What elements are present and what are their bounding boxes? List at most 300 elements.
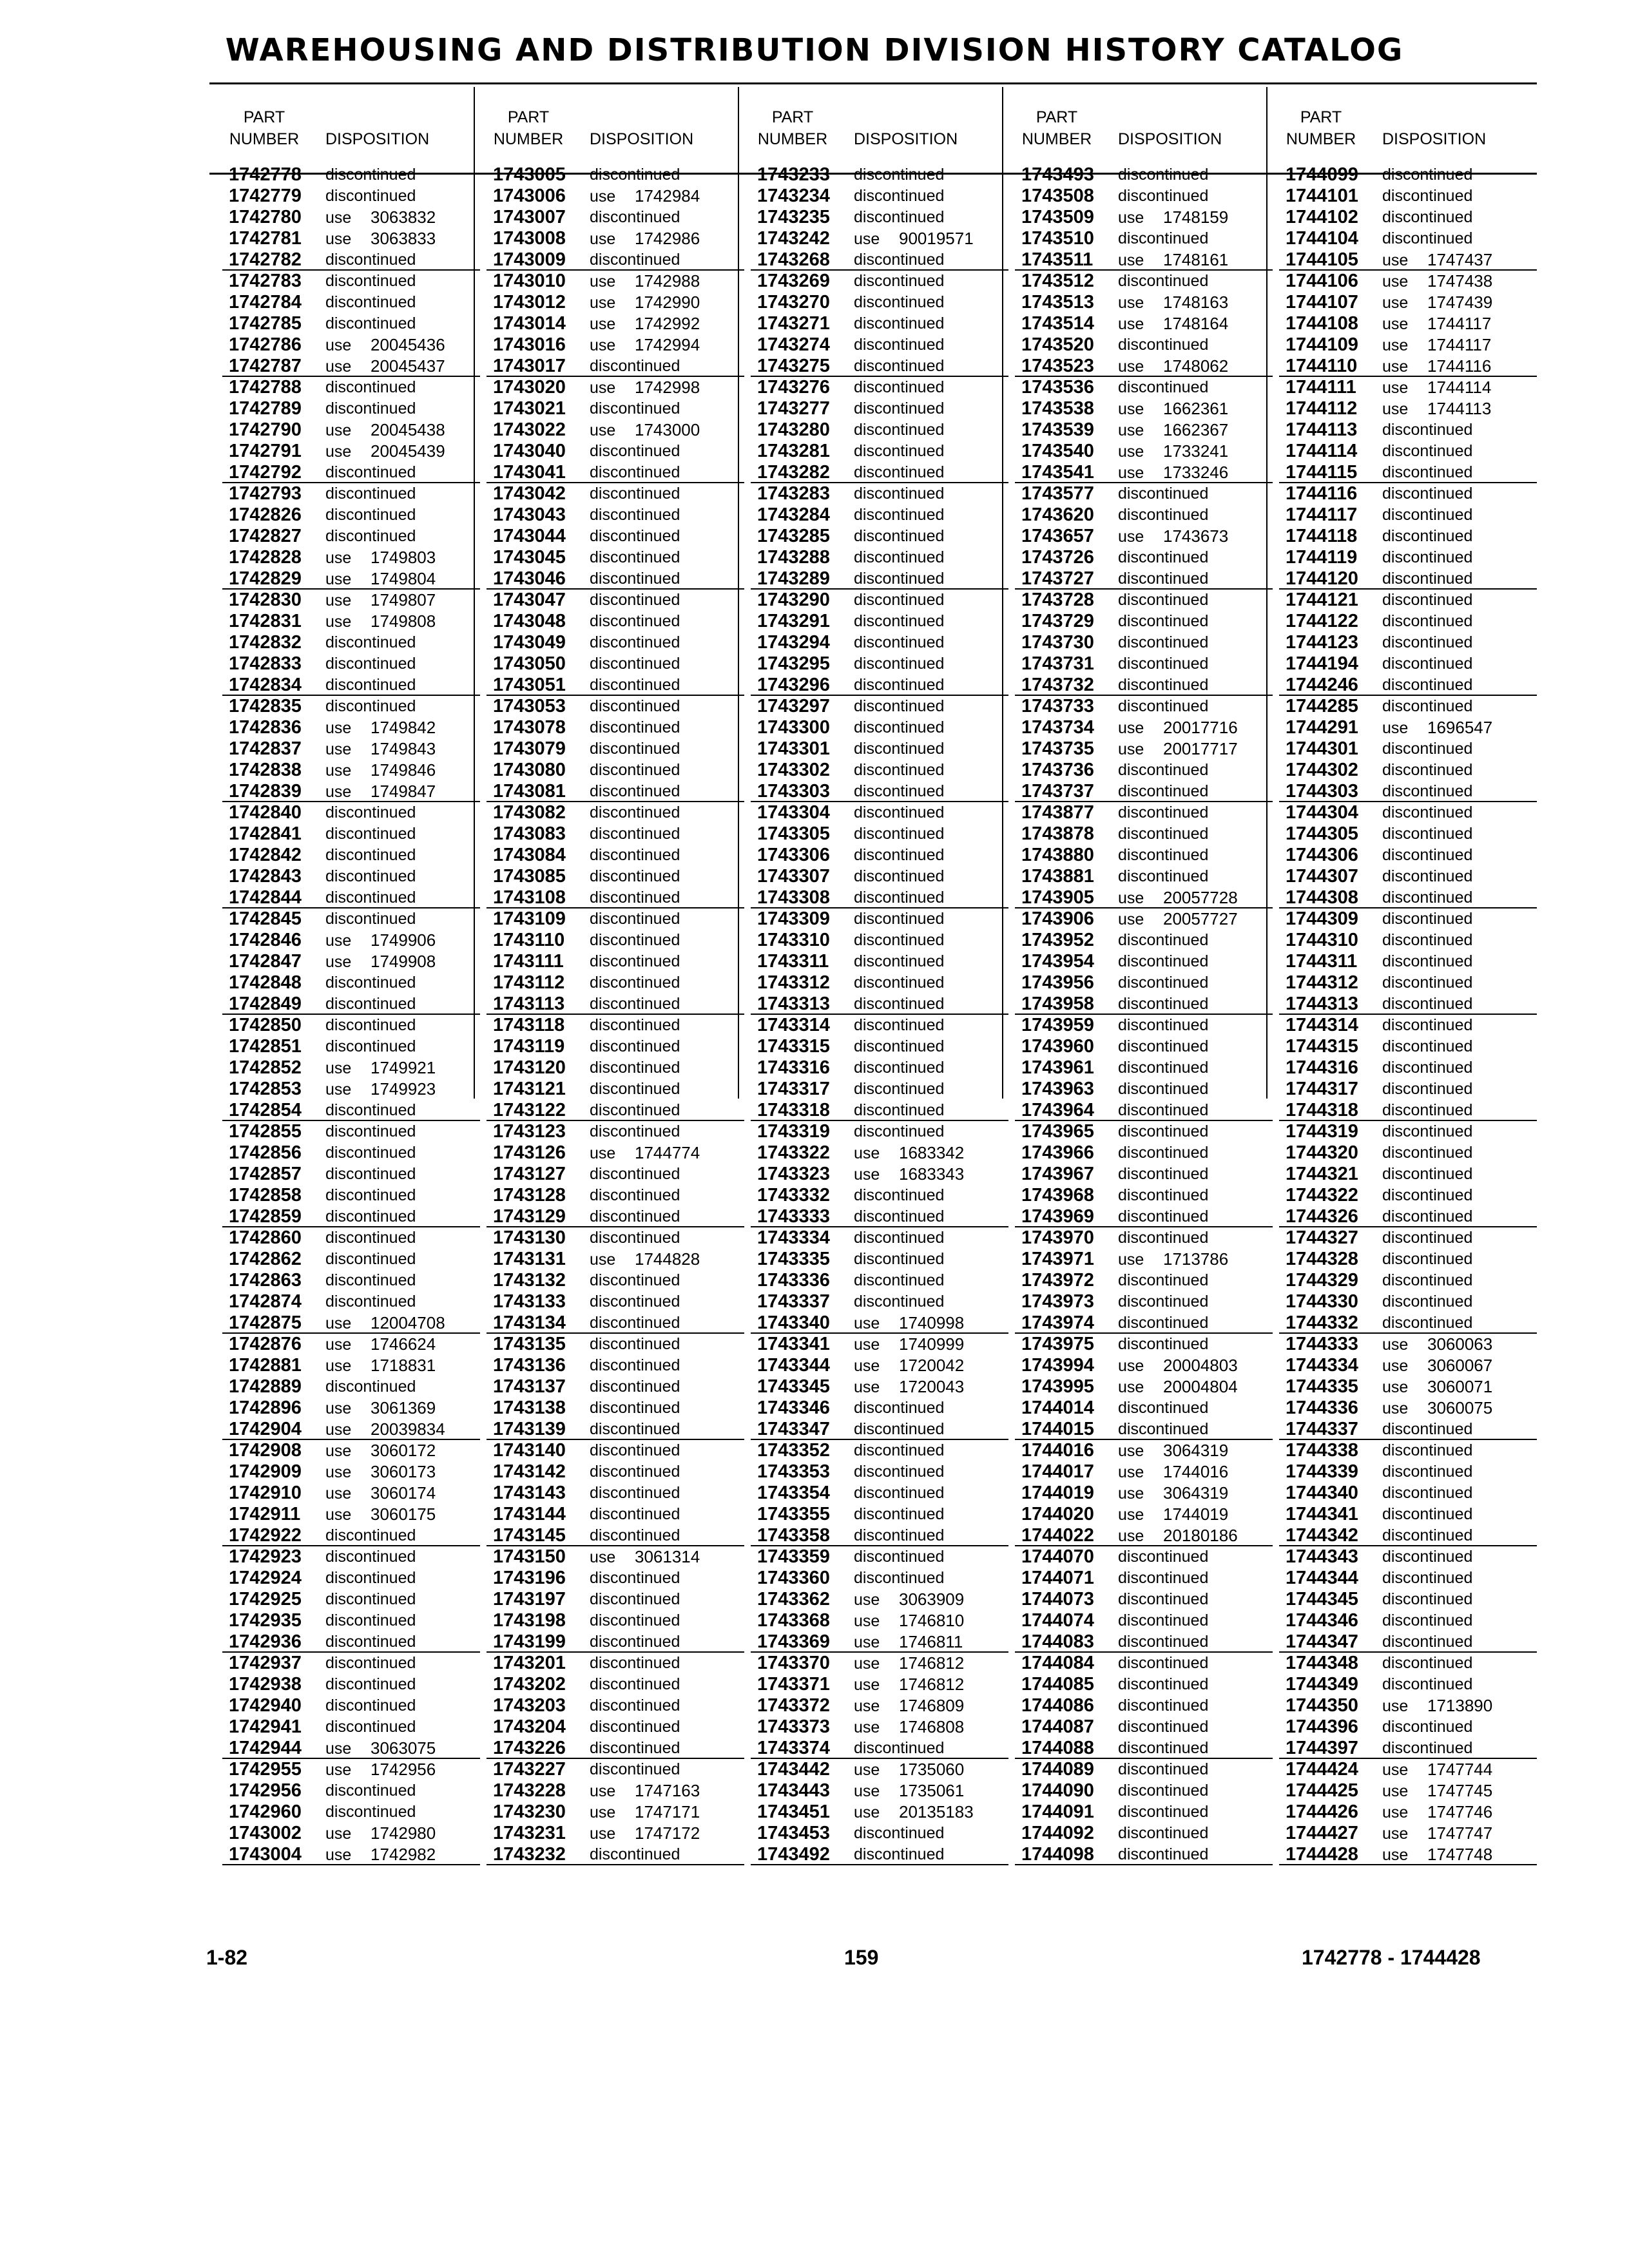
part-number: 1743880 <box>1021 845 1094 865</box>
part-number: 1744316 <box>1286 1057 1358 1078</box>
disposition: discontinued <box>325 506 416 524</box>
table-row <box>1015 398 1273 419</box>
table-row <box>751 802 1008 823</box>
footer-page-code: 1-82 <box>206 1946 248 1969</box>
part-number: 1744087 <box>1021 1716 1094 1737</box>
disposition: use 1749847 <box>325 782 436 801</box>
table-row <box>1279 1610 1537 1631</box>
table-row <box>487 1015 744 1036</box>
table-row <box>222 908 480 930</box>
disposition: discontinued <box>590 655 680 673</box>
table-row <box>1279 377 1537 398</box>
table-row <box>1279 1716 1537 1738</box>
disposition: use 1746624 <box>325 1334 436 1354</box>
table-row <box>751 356 1008 377</box>
disposition: discontinued <box>325 463 416 481</box>
disposition: discontinued <box>325 1611 416 1629</box>
part-number: 1743374 <box>757 1738 830 1758</box>
part-number: 1744105 <box>1286 249 1358 270</box>
part-number: 1743313 <box>757 994 830 1014</box>
part-number: 1743144 <box>493 1504 566 1524</box>
table-row <box>487 483 744 505</box>
part-number: 1743337 <box>757 1291 830 1312</box>
disposition: discontinued <box>1382 633 1473 651</box>
part-number: 1743311 <box>757 951 829 972</box>
disposition: discontinued <box>854 952 945 970</box>
disposition: discontinued <box>325 803 416 822</box>
part-number: 1742784 <box>229 292 302 312</box>
part-number: 1743734 <box>1021 717 1094 738</box>
disposition: discontinued <box>325 1016 416 1034</box>
part-number: 1742783 <box>229 271 302 291</box>
table-row <box>1279 802 1537 823</box>
part-number: 1742793 <box>229 483 302 504</box>
disposition: discontinued <box>1382 442 1473 460</box>
header-number-label: NUMBER <box>1021 130 1092 148</box>
table-row <box>1279 696 1537 717</box>
table-row <box>751 1270 1008 1291</box>
table-row <box>1015 207 1273 228</box>
part-number: 1742922 <box>229 1525 302 1546</box>
disposition: discontinued <box>1118 166 1209 184</box>
table-row <box>487 1312 744 1334</box>
table-row <box>751 271 1008 292</box>
table-row <box>1015 1079 1273 1100</box>
part-number: 1742787 <box>229 356 302 376</box>
table-row <box>751 547 1008 568</box>
part-number: 1743053 <box>493 696 566 716</box>
disposition: use 1744019 <box>1118 1504 1229 1524</box>
table-row <box>1279 1631 1537 1653</box>
disposition: discontinued <box>1118 1675 1209 1693</box>
disposition: discontinued <box>854 931 945 949</box>
table-row <box>1015 696 1273 717</box>
disposition: discontinued <box>854 782 945 800</box>
part-number: 1742841 <box>229 823 302 844</box>
disposition: discontinued <box>854 1059 945 1077</box>
disposition: discontinued <box>325 187 416 205</box>
table-row <box>487 207 744 228</box>
part-number: 1743233 <box>757 164 830 185</box>
part-number: 1743310 <box>757 930 830 950</box>
table-row <box>751 1142 1008 1164</box>
disposition: discontinued <box>590 1271 680 1289</box>
table-row <box>1279 505 1537 526</box>
disposition: discontinued <box>590 1122 680 1140</box>
disposition: use 1743000 <box>590 420 700 439</box>
table-row <box>1279 1653 1537 1674</box>
disposition: discontinued <box>1118 591 1209 609</box>
disposition: discontinued <box>590 463 680 481</box>
disposition: use 1746812 <box>854 1675 965 1694</box>
part-number: 1744083 <box>1021 1631 1094 1652</box>
disposition: discontinued <box>1382 166 1473 184</box>
part-number: 1744326 <box>1286 1206 1358 1227</box>
disposition: discontinued <box>854 1122 945 1140</box>
part-number: 1743958 <box>1021 994 1094 1014</box>
table-row <box>487 1780 744 1802</box>
part-number: 1743315 <box>757 1036 830 1057</box>
disposition: use 3061369 <box>325 1398 436 1418</box>
table-row <box>751 1844 1008 1865</box>
table-row <box>1015 1823 1273 1844</box>
table-row <box>1015 1610 1273 1631</box>
disposition: use 1749807 <box>325 590 436 610</box>
disposition: discontinued <box>1118 336 1209 354</box>
disposition: discontinued <box>1382 803 1473 822</box>
part-number: 1744319 <box>1286 1121 1358 1142</box>
table-row <box>1015 675 1273 696</box>
table-row <box>222 1780 480 1802</box>
part-number: 1743080 <box>493 760 566 780</box>
part-number: 1744071 <box>1021 1568 1094 1588</box>
part-number: 1744120 <box>1286 568 1358 589</box>
disposition: use 1746811 <box>854 1632 963 1651</box>
part-number: 1743307 <box>757 866 830 887</box>
part-number: 1743333 <box>757 1206 830 1227</box>
disposition: discontinued <box>325 846 416 864</box>
table-row <box>1279 1461 1537 1483</box>
disposition: use 1747746 <box>1382 1802 1493 1821</box>
table-row <box>751 1738 1008 1759</box>
disposition: use 3063832 <box>325 207 436 227</box>
table-row <box>222 1100 480 1121</box>
part-number: 1743735 <box>1021 738 1094 759</box>
table-row <box>1015 547 1273 568</box>
header-disposition-label: DISPOSITION <box>1118 130 1222 148</box>
disposition: discontinued <box>1382 570 1473 588</box>
table-row <box>1279 1568 1537 1589</box>
table-row <box>1015 1589 1273 1610</box>
disposition: discontinued <box>1118 1739 1209 1757</box>
part-number: 1742853 <box>229 1079 302 1099</box>
disposition: discontinued <box>1118 1144 1209 1162</box>
table-row <box>751 1759 1008 1780</box>
part-number: 1744113 <box>1286 419 1358 440</box>
part-number: 1742839 <box>229 781 302 802</box>
table-row <box>1015 781 1273 802</box>
disposition: discontinued <box>1382 463 1473 481</box>
part-number: 1744307 <box>1286 866 1358 887</box>
part-number: 1743959 <box>1021 1015 1094 1035</box>
part-number: 1743347 <box>757 1419 830 1439</box>
disposition: discontinued <box>325 1654 416 1672</box>
part-number: 1744302 <box>1286 760 1358 780</box>
disposition: discontinued <box>590 1335 680 1353</box>
disposition: discontinued <box>1118 1271 1209 1289</box>
disposition: discontinued <box>590 1399 680 1417</box>
table-row <box>1279 887 1537 908</box>
disposition: discontinued <box>590 1229 680 1247</box>
table-row <box>751 1440 1008 1461</box>
disposition: discontinued <box>325 1122 416 1140</box>
part-number: 1743127 <box>493 1164 566 1184</box>
part-number: 1743198 <box>493 1610 566 1631</box>
table-row <box>1015 1015 1273 1036</box>
disposition: use 1744116 <box>1382 356 1492 376</box>
part-number: 1742960 <box>229 1802 302 1822</box>
table-row <box>1279 738 1537 760</box>
table-row <box>1015 1483 1273 1504</box>
part-number: 1743120 <box>493 1057 566 1078</box>
table-row <box>1279 994 1537 1015</box>
part-number: 1743283 <box>757 483 830 504</box>
table-row <box>1015 441 1273 462</box>
disposition: discontinued <box>325 867 416 885</box>
part-number: 1743021 <box>493 398 566 419</box>
table-row <box>751 1164 1008 1185</box>
part-number: 1744246 <box>1286 675 1358 695</box>
table-row <box>1279 249 1537 271</box>
part-number: 1744334 <box>1286 1355 1358 1376</box>
disposition: use 1749804 <box>325 569 436 588</box>
part-number: 1743346 <box>757 1398 830 1418</box>
header-number-label: NUMBER <box>229 130 300 148</box>
disposition: discontinued <box>325 272 416 290</box>
table-row <box>222 1844 480 1865</box>
table-row <box>222 696 480 717</box>
disposition: discontinued <box>590 740 680 758</box>
disposition: discontinued <box>590 931 680 949</box>
table-row <box>1279 675 1537 696</box>
table-row <box>487 1610 744 1631</box>
disposition: use 1744114 <box>1382 378 1492 397</box>
table-row <box>1015 1355 1273 1376</box>
part-number: 1744121 <box>1286 590 1358 610</box>
part-number: 1742896 <box>229 1398 302 1418</box>
title-rule <box>209 82 1537 84</box>
part-number: 1744017 <box>1021 1461 1094 1482</box>
part-number: 1743354 <box>757 1483 830 1503</box>
table-row <box>487 526 744 547</box>
table-row <box>1279 1759 1537 1780</box>
disposition: discontinued <box>854 740 945 758</box>
table-row <box>751 1036 1008 1057</box>
table-row <box>222 526 480 547</box>
disposition: use 20045439 <box>325 441 445 461</box>
disposition: discontinued <box>325 1186 416 1204</box>
part-number: 1743732 <box>1021 675 1094 695</box>
table-row <box>487 1759 744 1780</box>
disposition: discontinued <box>590 952 680 970</box>
part-number: 1744109 <box>1286 334 1358 355</box>
part-number: 1743012 <box>493 292 566 312</box>
part-number: 1743509 <box>1021 207 1094 227</box>
table-row <box>222 249 480 271</box>
disposition: use 1744774 <box>590 1143 700 1162</box>
part-number: 1743334 <box>757 1227 830 1248</box>
part-number: 1742937 <box>229 1653 302 1673</box>
table-row <box>751 887 1008 908</box>
disposition: discontinued <box>1118 485 1209 503</box>
part-number: 1744427 <box>1286 1823 1358 1843</box>
table-row <box>1015 887 1273 908</box>
table-row <box>1279 271 1537 292</box>
disposition: discontinued <box>1118 761 1209 779</box>
disposition: use 1747745 <box>1382 1781 1493 1800</box>
part-number: 1743332 <box>757 1185 830 1206</box>
part-number: 1743878 <box>1021 823 1094 844</box>
disposition: use 1742956 <box>325 1760 436 1779</box>
disposition: use 1747748 <box>1382 1845 1493 1864</box>
part-number: 1744344 <box>1286 1568 1358 1588</box>
header-disposition-label: DISPOSITION <box>590 130 694 148</box>
part-number: 1743302 <box>757 760 830 780</box>
disposition: discontinued <box>1382 1165 1473 1183</box>
disposition: discontinued <box>590 867 680 885</box>
part-number: 1743970 <box>1021 1227 1094 1248</box>
part-number: 1743952 <box>1021 930 1094 950</box>
disposition: discontinued <box>325 889 416 907</box>
table-row <box>1279 1823 1537 1844</box>
part-number: 1744122 <box>1286 611 1358 631</box>
disposition: use 1748163 <box>1118 293 1229 312</box>
table-row <box>222 1738 480 1759</box>
catalog-rows <box>222 164 480 1865</box>
part-number: 1744330 <box>1286 1291 1358 1312</box>
table-row <box>222 271 480 292</box>
disposition: use 3064319 <box>1118 1441 1229 1460</box>
part-number: 1744111 <box>1286 377 1356 398</box>
table-row <box>751 377 1008 398</box>
table-row <box>487 1440 744 1461</box>
table-row <box>222 1355 480 1376</box>
disposition: discontinued <box>854 1505 945 1523</box>
part-number: 1742785 <box>229 313 302 334</box>
table-row <box>222 419 480 441</box>
part-number: 1744308 <box>1286 887 1358 908</box>
table-row <box>1279 228 1537 249</box>
disposition: discontinued <box>325 697 416 715</box>
part-number: 1743360 <box>757 1568 830 1588</box>
part-number: 1742908 <box>229 1440 302 1461</box>
table-row <box>751 1716 1008 1738</box>
table-row <box>751 972 1008 994</box>
disposition: use 3060071 <box>1382 1377 1493 1396</box>
table-row <box>751 207 1008 228</box>
disposition: discontinued <box>590 527 680 545</box>
part-number: 1743197 <box>493 1589 566 1610</box>
table-row <box>1279 611 1537 632</box>
table-row <box>487 717 744 738</box>
disposition: use 1662361 <box>1118 399 1229 418</box>
table-row <box>1015 249 1273 271</box>
disposition: use 20045438 <box>325 420 445 439</box>
table-row <box>487 611 744 632</box>
table-row <box>1015 1270 1273 1291</box>
table-row <box>222 1057 480 1079</box>
part-number: 1744015 <box>1021 1419 1094 1439</box>
table-row <box>222 1802 480 1823</box>
part-number: 1743134 <box>493 1312 566 1333</box>
disposition: discontinued <box>1382 655 1473 673</box>
table-row <box>222 1525 480 1546</box>
disposition: discontinued <box>854 633 945 651</box>
column-header <box>751 93 1008 164</box>
disposition: discontinued <box>590 910 680 928</box>
table-row <box>222 1185 480 1206</box>
part-number: 1743268 <box>757 249 830 270</box>
disposition: discontinued <box>854 825 945 843</box>
disposition: discontinued <box>590 1654 680 1672</box>
part-number: 1743290 <box>757 590 830 610</box>
table-row <box>487 1036 744 1057</box>
disposition: discontinued <box>1382 1505 1473 1523</box>
part-number: 1743137 <box>493 1376 566 1397</box>
part-number: 1743961 <box>1021 1057 1094 1078</box>
table-row <box>487 398 744 419</box>
part-number: 1743044 <box>493 526 566 546</box>
table-row <box>487 334 744 356</box>
disposition: discontinued <box>1118 1016 1209 1034</box>
disposition: discontinued <box>1382 889 1473 907</box>
disposition: discontinued <box>854 187 945 205</box>
table-row <box>1279 1227 1537 1249</box>
table-row <box>222 334 480 356</box>
part-number: 1743973 <box>1021 1291 1094 1312</box>
part-number: 1743289 <box>757 568 830 589</box>
header-disposition-label: DISPOSITION <box>325 130 430 148</box>
table-row <box>1279 1121 1537 1142</box>
disposition: use 1683343 <box>854 1164 965 1184</box>
disposition: discontinued <box>854 399 945 418</box>
table-row <box>222 1121 480 1142</box>
disposition: discontinued <box>1382 1229 1473 1247</box>
disposition: discontinued <box>854 378 945 396</box>
part-number: 1742834 <box>229 675 302 695</box>
table-row <box>222 1079 480 1100</box>
table-row <box>1279 951 1537 972</box>
table-row <box>1015 1631 1273 1653</box>
disposition: discontinued <box>1118 782 1209 800</box>
disposition: discontinued <box>854 1441 945 1459</box>
table-row <box>487 1142 744 1164</box>
disposition: discontinued <box>325 293 416 311</box>
disposition: discontinued <box>1382 548 1473 566</box>
disposition: discontinued <box>854 1186 945 1204</box>
disposition: discontinued <box>1382 995 1473 1013</box>
part-number: 1743150 <box>493 1546 566 1567</box>
disposition: discontinued <box>1382 1548 1473 1566</box>
disposition: discontinued <box>590 761 680 779</box>
part-number: 1743136 <box>493 1355 566 1376</box>
part-number: 1743965 <box>1021 1121 1094 1142</box>
disposition: use 1747744 <box>1382 1760 1493 1779</box>
table-row <box>1015 1334 1273 1355</box>
part-number: 1743972 <box>1021 1270 1094 1291</box>
disposition: discontinued <box>325 1378 416 1396</box>
disposition: discontinued <box>590 1611 680 1629</box>
disposition: discontinued <box>1382 1037 1473 1055</box>
disposition: discontinued <box>590 506 680 524</box>
table-row <box>751 1631 1008 1653</box>
part-number: 1742829 <box>229 568 302 589</box>
part-number: 1743966 <box>1021 1142 1094 1163</box>
disposition: discontinued <box>590 1569 680 1587</box>
disposition: discontinued <box>1382 1633 1473 1651</box>
part-number: 1743881 <box>1021 866 1094 887</box>
part-number: 1742910 <box>229 1483 302 1503</box>
part-number: 1743288 <box>757 547 830 568</box>
part-number: 1743234 <box>757 186 830 206</box>
table-row <box>487 1738 744 1759</box>
part-number: 1742828 <box>229 547 302 568</box>
table-row <box>1279 462 1537 483</box>
disposition: discontinued <box>325 485 416 503</box>
disposition: discontinued <box>1118 1782 1209 1800</box>
disposition: discontinued <box>854 314 945 332</box>
disposition: discontinued <box>854 1399 945 1417</box>
